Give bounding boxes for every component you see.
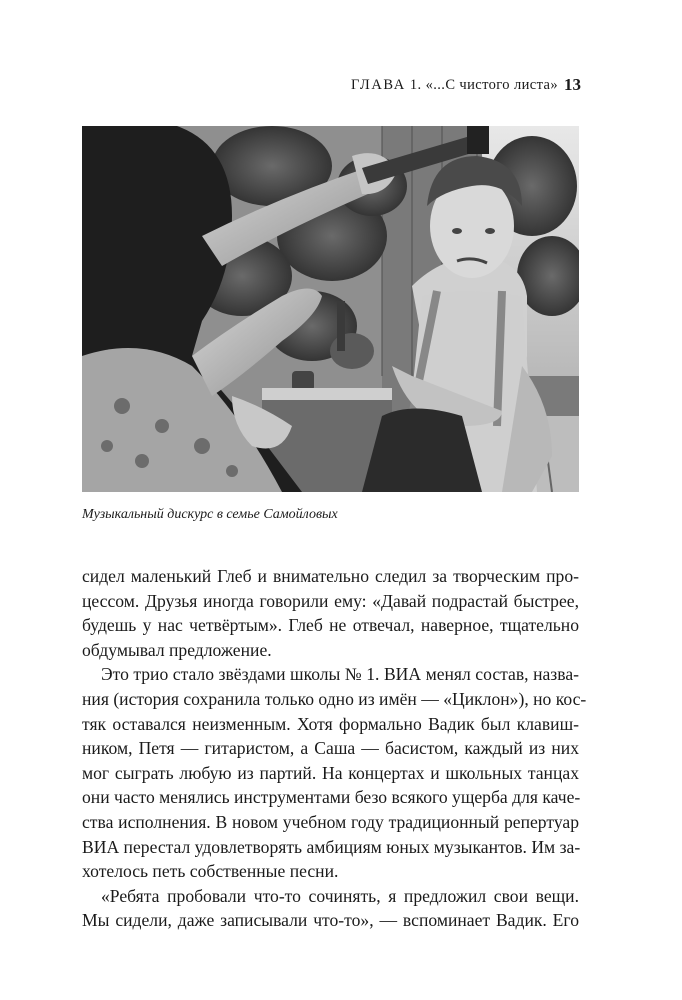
text-line: сидел маленький Глеб и внимательно следил за творческим про- [82,566,579,586]
text-line: они часто менялись инструментами безо всякого ущерба для каче- [82,787,581,808]
body-text [82,564,587,933]
text-line: «Ребята пробовали что-то сочинять, я предложил свои вещи. [101,885,579,906]
text-line: Мы сидели, даже записывали что-то», — вспоминает Вадик. Его [82,910,579,931]
photo-boy-with-hammer [82,126,579,492]
figure-caption: Музыкальный дискурс в семье Самойловых [82,507,338,522]
chapter-title: 1. «...С чистого листа» [409,77,558,93]
text-line: мог сыграть любую из партий. На концертах и школьных танцах [82,762,579,783]
text-line: хотелось петь собственные песни. [82,861,339,882]
running-header [0,77,682,99]
text-line: обдумывал предложение. [82,639,272,660]
text-line: будешь у нас четвёртым». Глеб не отвечал, наверное, тщательно [82,615,579,636]
chapter-heading [351,77,558,94]
text-line: ния (история сохранила только одно из имён — «Циклон»), но кос- [82,688,587,709]
text-line: ства исполнения. В новом учебном году традиционный репертуар [82,811,579,832]
chapter-word: ГЛАВА [351,77,406,93]
text-line: ником, Петя — гитаристом, а Саша — басистом, каждый из них [82,738,579,759]
text-line: тяк оставался неизменным. Хотя формально Вадик был клавиш- [82,713,579,734]
text-line: цессом. Друзья иногда говорили ему: «Давай подрастай быстрее, [82,590,579,611]
page-number: 13 [564,75,581,94]
text-line: ВИА перестал удовлетворять амбициям юных музыкантов. Им за- [82,836,581,857]
text-line: Это трио стало звёздами школы № 1. ВИА менял состав, назва- [101,664,579,685]
